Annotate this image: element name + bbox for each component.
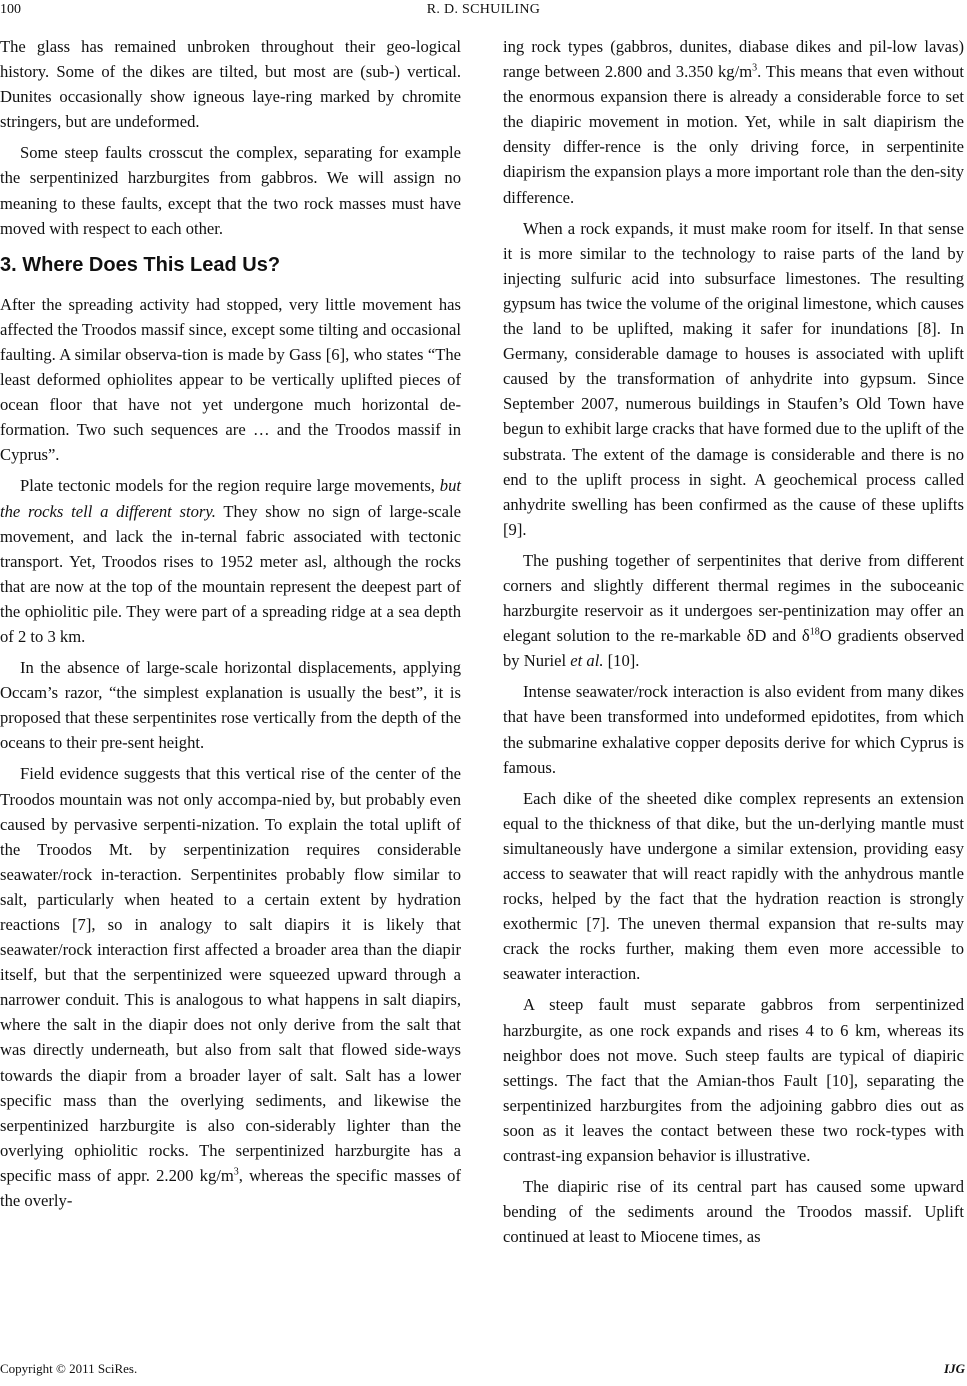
text-run: , whereas the specific masses of the overly- bbox=[0, 1165, 461, 1211]
superscript: 3 bbox=[752, 62, 758, 74]
page-header bbox=[0, 0, 967, 22]
section-heading: 3. Where Does This Lead Us? bbox=[0, 253, 281, 276]
paragraph: Intense seawater/rock interaction is also evident from many dikes that have been transformed into undeformed epidotites, from which the submarine exhalative copper deposits derive for which Cyprus is famous. bbox=[503, 682, 964, 777]
emphasized-text: et al. bbox=[570, 651, 604, 671]
text-run: They show no sign of large-scale movement, and lack the in-ternal fabric associated with tectonic transport. Yet, Troodos rises to 1952 meter asl, although the rocks that are now at the top of the mountain represent the deepest part of the ophiolitic pile. They were part of a spreading ridge at a sea depth of 2 to 3 km. bbox=[0, 501, 461, 646]
right-column bbox=[503, 34, 964, 1255]
paragraph bbox=[0, 473, 461, 649]
text-run: . This means that even without the enormous expansion there is already a considerable force to set the diapiric movement in motion. Yet, while in salt diapirism the density differ-rence is the only driving force, in serpentinite diapirism the expansion plays a more important role than the den-sity difference. bbox=[503, 62, 964, 207]
paragraph: Each dike of the sheeted dike complex represents an extension equal to the thickness of that dike, but the un-derlying mantle must simultaneously have undergone a similar extension, providing easy access to seawater that will react rapidly with the anhydrous mantle rocks, helped by the fact that the hydration reaction is strongly exothermic [7]. The uneven thermal expansion that re-sults may crack the rocks further, making them even more accessible to seawater interaction. bbox=[503, 788, 964, 984]
text-run: O gradients observed by Nuriel bbox=[503, 626, 964, 671]
text-run: ing rock types (gabbros, dunites, diabase dikes and pil-low lavas) range between 2.800 and 3.350 kg/m bbox=[503, 37, 964, 82]
paragraph: After the spreading activity had stopped, very little movement has affected the Troodos massif since, except some tilting and occasional faulting. A similar observa-tion is made by Gass [6], who states “The least deformed ophiolites appear to be vertically uplifted pieces of ocean floor that have not yet undergone much horizontal de-formation. Two such sequences are … and the Troodos massif in Cyprus”. bbox=[0, 294, 461, 465]
page-number: 100 bbox=[0, 2, 21, 17]
paragraph: In the absence of large-scale horizontal displacements, applying Occam’s razor, “the simplest explanation is usually the best”, it is proposed that these serpentinites rose vertically from the depth of the oceans to their pre-sent height. bbox=[0, 658, 461, 753]
paragraph: A steep fault must separate gabbros from serpentinized harzburgite, as one rock expands and rises 4 to 6 km, whereas its neighbor does not move. Such steep faults are typical of diapiric settings. The fact that the Amian-thos Fault [10], separating the serpentinized harzburgites from the adjoining gabbro dies out as soon as it leaves the contact between these two rock-types with contrast-ing expansion behavior is illustrative. bbox=[503, 995, 964, 1166]
paragraph bbox=[503, 548, 964, 673]
copyright-notice: Copyright © 2011 SciRes. bbox=[0, 1361, 138, 1376]
running-author: R. D. SCHUILING bbox=[426, 2, 541, 17]
text-run: [10]. bbox=[603, 651, 640, 671]
left-column bbox=[0, 34, 461, 1219]
paragraph: The diapiric rise of its central part has caused some upward bending of the sediments around the Troodos massif. Uplift continued at least to Miocene times, as bbox=[503, 1177, 964, 1247]
paragraph bbox=[503, 34, 964, 210]
paragraph: When a rock expands, it must make room for itself. In that sense it is more similar to the technology to raise parts of the land by injecting sulfuric acid into subsurface limestones. The resulting gypsum has twice the volume of the original limestone, which causes the land to be uplifted, making it safer for inundations [8]. In Germany, considerable damage to houses is associated with uplift caused by the transformation of anhydrite into gypsum. Since September 2007, numerous buildings in Staufen’s Old Town have begun to exhibit large cracks that have formed due to the uplift of the substrata. The extent of the damage is considerable and there is no end to the uplift process in sight. A geochemical process called anhydrite swelling has been confirmed as the cause of these uplifts [9]. bbox=[503, 218, 964, 539]
emphasized-text: but the rocks tell a different story. bbox=[0, 476, 461, 521]
text-run: The pushing together of serpentinites that derive from different corners and slightly different thermal regimes in the suboceanic harzburgite reservoir as it undergoes ser-pentinization may offer an elegant solution to the re-markable δD and δ bbox=[503, 550, 964, 646]
paragraph bbox=[0, 761, 461, 1213]
text-run: Plate tectonic models for the region require large movements, bbox=[20, 476, 440, 496]
journal-abbreviation: IJG bbox=[944, 1361, 965, 1376]
superscript: 18 bbox=[809, 626, 820, 638]
superscript: 3 bbox=[233, 1166, 239, 1178]
text-run: Field evidence suggests that this vertical rise of the center of the Troodos mountain was not only accompa-nied by, but probably even caused by pervasive serpenti-nization. To explain the total uplift of the Troodos Mt. by serpentinization requires considerable seawater/rock in-teraction. Serpentinites probably flow similar to salt, particularly when heated to a certain extent by hydration reactions [7], so in analogy to salt diapirs it is likely that seawater/rock interaction first affected a broader area than the diapir itself, but that the serpentinized were squeezed upward through a narrower conduit. This is analogous to what happens in salt diapirs, where the salt in the diapir does not only derive from the salt that was directly underneath, but also from salt that flowed side-ways towards the diapir from a broader layer of salt. Salt has a lower specific mass than the overlying sediments, and likewise the serpentinized harzburgite is also con-siderably lighter than the overlying ophiolitic rocks. The serpentinized harzburgite has a specific mass of appr. 2.200 kg/m bbox=[0, 764, 461, 1185]
paragraph: Some steep faults crosscut the complex, separating for example the serpentinized harzburgites from gabbros. We will assign no meaning to these faults, except that the two rock masses must have moved with respect to each other. bbox=[0, 143, 461, 238]
paragraph: The glass has remained unbroken throughout their geo-logical history. Some of the dikes are tilted, but most are (sub-) vertical. Dunites occasionally show igneous laye-ring marked by chromite stringers, but are undeformed. bbox=[0, 37, 461, 132]
